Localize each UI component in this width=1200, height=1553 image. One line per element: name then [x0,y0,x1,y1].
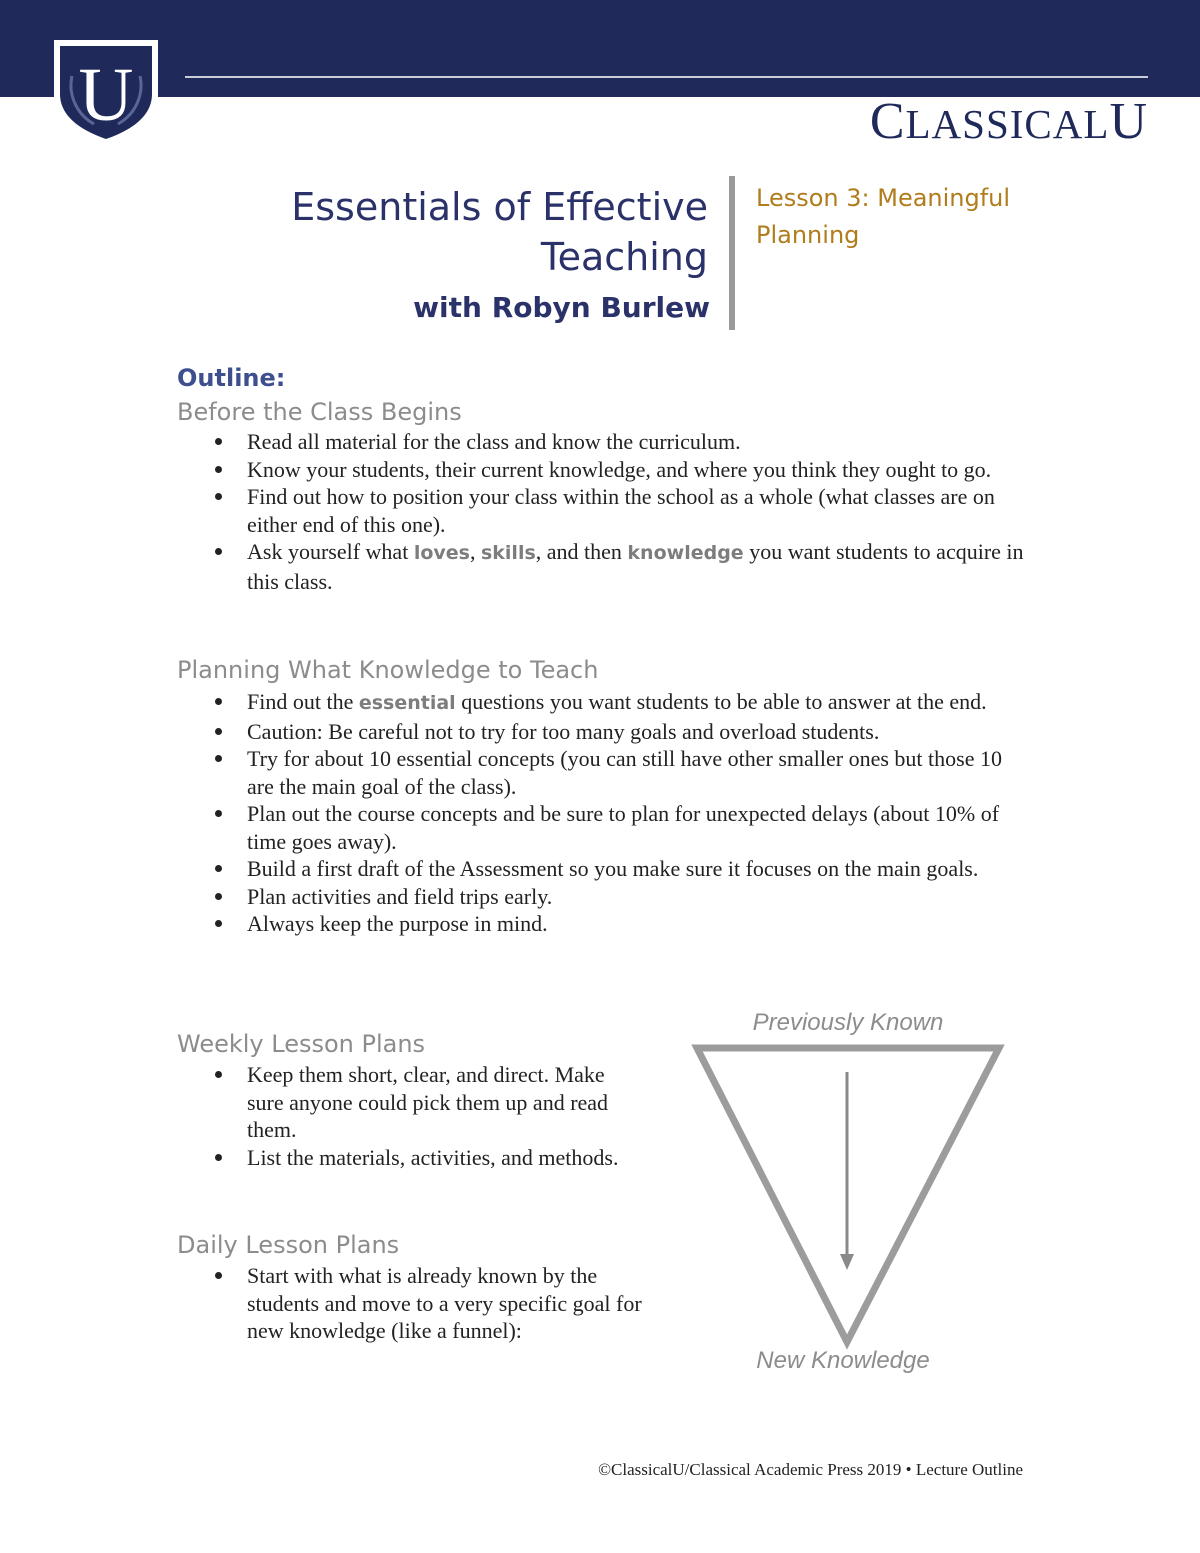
funnel-arrowhead [840,1254,854,1270]
lesson-title [756,180,1056,254]
bullet-text: Plan activities and field trips early. [247,883,553,909]
bullet-text: Build a first draft of the Assessment so you make sure it focuses on the main goals. [247,856,979,881]
bullet-item [247,800,1027,855]
outline-label: Outline: [177,364,286,392]
bullet-item [247,1061,637,1144]
logo-letter: U [78,53,134,137]
bullet-text: Plan out the course concepts and be sure to plan for unexpected delays (about 10% of time goes away). [247,801,1000,854]
bullet-item [247,745,1027,800]
bullet-item [247,483,1027,538]
course-instructor: with Robyn Burlew [413,291,710,324]
section-heading-planning-knowledge: Planning What Knowledge to Teach [177,656,599,684]
brand-wordmark [869,93,1148,150]
funnel-diagram [685,1000,1015,1385]
bullet-text: Caution: Be careful not to try for too many goals and overload students. [247,718,880,744]
bullet-list-weekly-plans [247,1061,637,1171]
bullet-text: you want students to acquire in this class. [247,539,1024,594]
section-heading-daily-plans: Daily Lesson Plans [177,1231,400,1259]
bullet-item [247,1262,642,1345]
header-band [0,0,1200,97]
title-divider [729,176,735,330]
bullet-item [247,883,1027,911]
emphasized-keyword: knowledge [627,542,744,564]
bullet-item [247,428,1027,456]
bullet-text: Keep them short, clear, and direct. Make sure anyone could pick them up and read them. [247,1062,609,1142]
emphasized-keyword: skills [480,542,536,564]
bullet-list-before-class [247,428,1027,595]
section-heading-weekly-plans: Weekly Lesson Plans [177,1030,426,1058]
bullet-text: , and then [535,539,628,564]
bullet-text: Know your students, their current knowledge, and where you think they ought to go. [247,456,992,482]
bullet-list-planning-knowledge [247,688,1027,938]
brand-smallcaps: LASSICAL [905,101,1110,147]
emphasized-keyword: essential [358,692,456,714]
bullet-text: Start with what is already known by the students and move to a very specific goal for new knowledge (like a funnel): [247,1263,642,1343]
bullet-item [247,718,1027,746]
bullet-text: , [469,539,481,564]
bullet-item [247,855,1027,883]
course-title [188,182,708,282]
course-title-line-2: Teaching [540,235,708,279]
bullet-text: Always keep the purpose in mind. [247,911,548,936]
funnel-top-label: Previously Known [752,1009,944,1036]
bullet-text: Read all material for the class and know the curriculum. [247,429,741,454]
bullet-item [247,1144,637,1172]
bullet-item [247,910,1027,938]
bullet-text: Find out how to position your class within the school as a whole (what classes are on either end of this one). [247,484,995,537]
header-rule [185,76,1148,78]
bullet-text: Ask yourself what [247,539,414,564]
course-title-line-1: Essentials of Effective [291,185,708,229]
funnel-bottom-label: New Knowledge [756,1347,930,1374]
classicalu-shield-logo [50,36,162,148]
brand-final-u: U [1109,93,1148,150]
lesson-title-line-1: Lesson 3: Meaningful [756,184,1011,212]
bullet-text: Try for about 10 essential concepts (you can still have other smaller ones but those 10 are the main goal of the class). [247,746,1002,799]
bullet-text: Find out the [247,689,359,714]
section-heading-before-class: Before the Class Begins [177,398,462,426]
brand-initial-c: C [869,93,906,150]
bullet-text: List the materials, activities, and methods. [247,1144,619,1170]
bullet-item [247,456,1027,484]
bullet-item [247,688,1027,718]
page-footer: ©ClassicalU/Classical Academic Press 2019 • Lecture Outline [598,1460,1023,1479]
bullet-item [247,538,1027,595]
bullet-list-daily-plans [247,1262,642,1345]
emphasized-keyword: loves [413,542,470,564]
lesson-title-line-2: Planning [756,221,860,249]
bullet-text: questions you want students to be able to answer at the end. [455,689,987,714]
